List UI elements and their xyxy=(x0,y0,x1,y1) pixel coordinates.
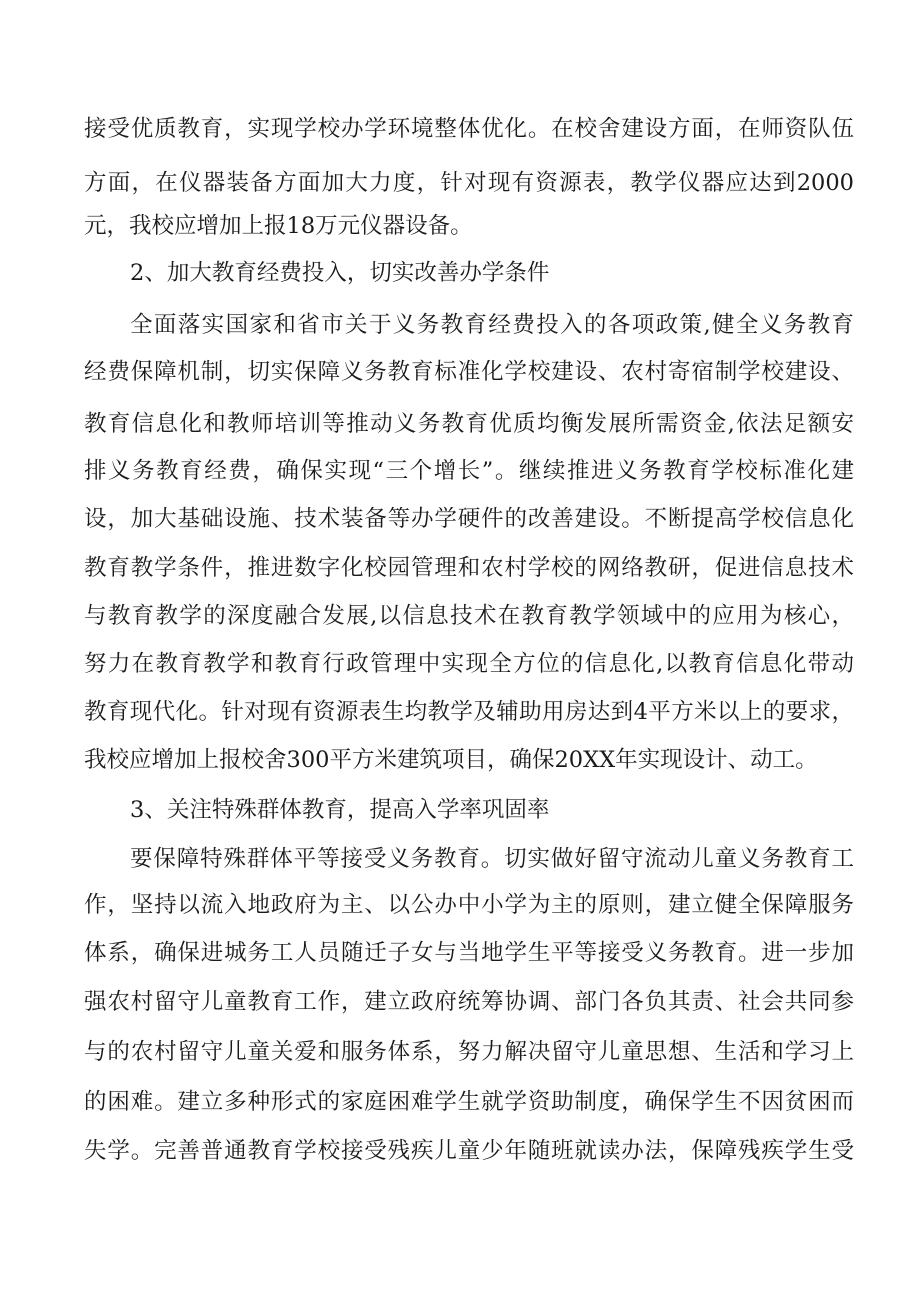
paragraph-line: 经费保障机制，切实保障义务教育标准化学校建设、农村寄宿制学校建设、 xyxy=(84,359,854,385)
paragraph-line: 强农村留守儿童教育工作，建立政府统筹协调、部门各负其责、社会共同参 xyxy=(84,989,854,1015)
paragraph-line: 教育信息化和教师培训等推动义务教育优质均衡发展所需资金,依法足额安 xyxy=(84,411,854,437)
paragraph-line: 方面，在仪器装备方面加大力度，针对现有资源表，教学仪器应达到2000 xyxy=(84,170,854,196)
paragraph-line: 我校应增加上报校舍300平方米建筑项目，确保20XX年实现设计、动工。 xyxy=(84,747,818,773)
paragraph-line: 作，坚持以流入地政府为主、以公办中小学为主的原则，建立健全保障服务 xyxy=(84,892,854,918)
paragraph-line: 失学。完善普通教育学校接受残疾儿童少年随班就读办法，保障残疾学生受 xyxy=(84,1138,854,1164)
paragraph-line: 努力在教育教学和教育行政管理中实现全方位的信息化,以教育信息化带动 xyxy=(84,651,854,677)
paragraph-line: 设，加大基础设施、技术装备等办学硬件的改善建设。不断提高学校信息化 xyxy=(84,506,854,532)
section-heading-2: 2、加大教育经费投入，切实改善办学条件 xyxy=(130,260,550,286)
paragraph-line: 与教育教学的深度融合发展,以信息技术在教育教学领域中的应用为核心， xyxy=(84,603,854,629)
paragraph-line: 教育教学条件，推进数字化校园管理和农村学校的网络教研，促进信息技术 xyxy=(84,555,854,581)
paragraph-line: 接受优质教育，实现学校办学环境整体优化。在校舍建设方面，在师资队伍 xyxy=(84,116,854,142)
paragraph-line: 元，我校应增加上报18万元仪器设备。 xyxy=(84,213,473,239)
paragraph-line: 与的农村留守儿童关爱和服务体系，努力解决留守儿童思想、生活和学习上 xyxy=(84,1039,854,1065)
paragraph-line: 体系，确保进城务工人员随迁子女与当地学生平等接受义务教育。进一步加 xyxy=(84,940,854,966)
paragraph-line: 教育现代化。针对现有资源表生均教学及辅助用房达到4平方米以上的要求， xyxy=(84,699,854,725)
paragraph-line: 全面落实国家和省市关于义务教育经费投入的各项政策,健全义务教育 xyxy=(130,312,854,338)
section-heading-3: 3、关注特殊群体教育，提高入学率巩固率 xyxy=(130,797,550,823)
paragraph-line: 排义务教育经费，确保实现“三个增长”。继续推进义务教育学校标准化建 xyxy=(84,458,854,484)
paragraph-line: 的困难。建立多种形式的家庭困难学生就学资助制度，确保学生不因贫困而 xyxy=(84,1089,854,1115)
paragraph-line: 要保障特殊群体平等接受义务教育。切实做好留守流动儿童义务教育工 xyxy=(130,846,854,872)
